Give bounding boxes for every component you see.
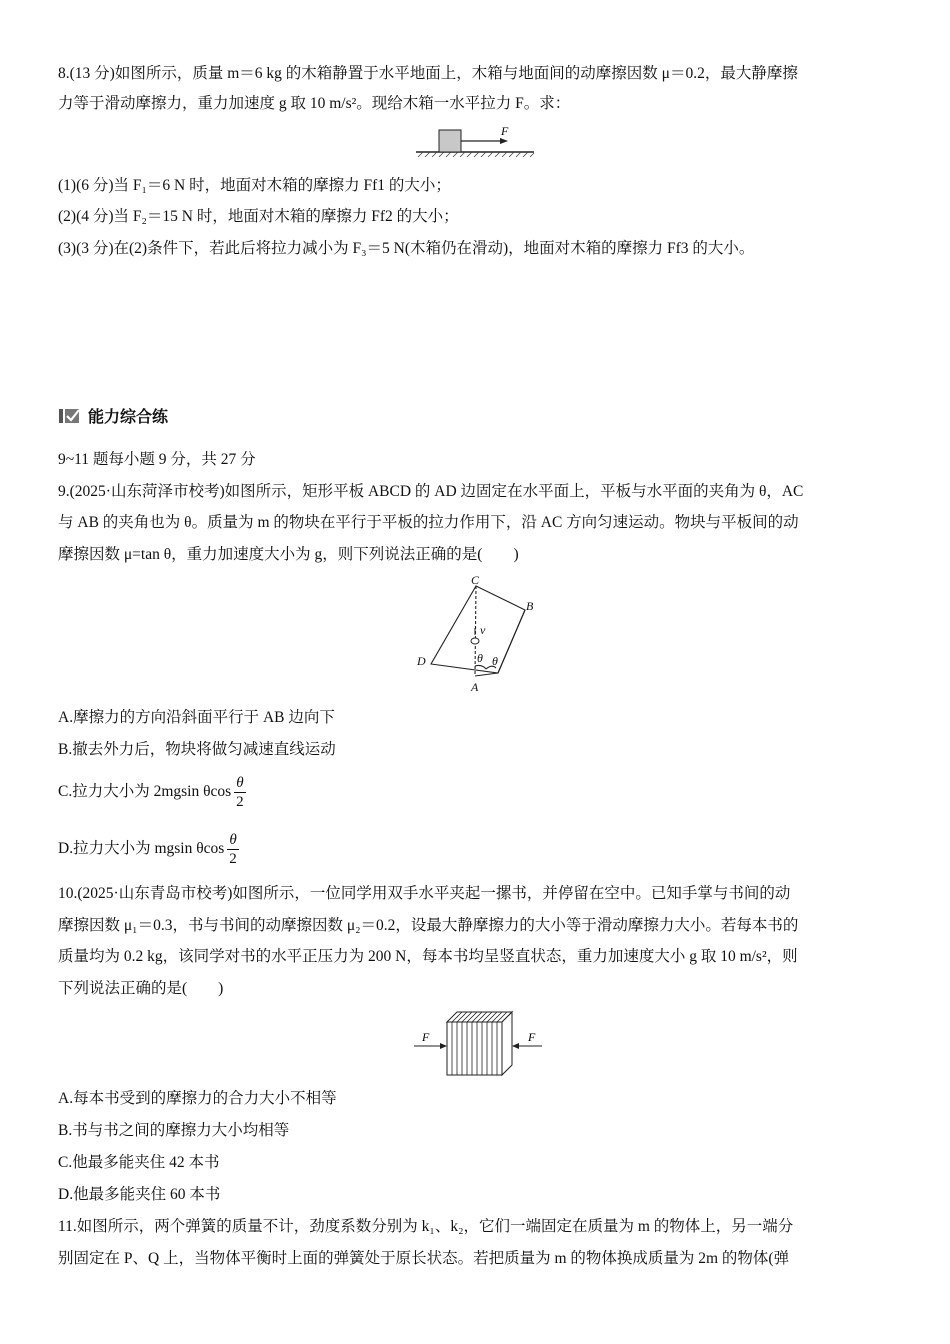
label-theta-2: θ — [492, 654, 498, 668]
label-theta-1: θ — [477, 651, 483, 665]
angle-arc-1 — [475, 665, 486, 669]
checkbox-icon — [58, 407, 82, 425]
score-intro: 9~11 题每小题 9 分，共 27 分 — [58, 451, 256, 468]
q10-line1: 10.(2025·山东青岛市校考)如图所示，一位同学用双手水平夹起一摞书，并停留在空中。已知手掌与书间的动 — [58, 885, 791, 902]
inclined-plate-figure — [408, 572, 548, 698]
q10-option-d: D.他最多能夹住 60 本书 — [58, 1186, 221, 1203]
q10-option-a: A.每本书受到的摩擦力的合力大小不相等 — [58, 1090, 337, 1107]
right-force-label: F — [528, 1030, 536, 1044]
force-label: F — [501, 124, 509, 138]
label-B: B — [526, 599, 534, 613]
label-D: D — [417, 654, 426, 668]
q10-line2: 摩擦因数 μ₁＝0.3，书与书间的动摩擦因数 μ₂＝0.2，设最大静摩擦力的大小等于滑动摩擦力大小。若每本书的 — [58, 917, 799, 934]
q9-option-c-text: C.拉力大小为 2mgsin θcos — [58, 783, 232, 800]
q10-line4: 下列说法正确的是( ) — [58, 980, 224, 997]
left-force-label: F — [422, 1030, 430, 1044]
q10-line3: 质量均为 0.2 kg，该同学对书的水平正压力为 200 N，每本书均呈竖直状态，重力加速度大小 g 取 10 m/s²，则 — [58, 948, 798, 965]
q10-option-c: C.他最多能夹住 42 本书 — [58, 1154, 220, 1171]
q8-part2: (2)(4 分)当 F₂＝15 N 时，地面对木箱的摩擦力 Ff2 的大小； — [58, 208, 459, 225]
q9-line1: 9.(2025·山东菏泽市校考)如图所示，矩形平板 ABCD 的 AD 边固定在水平面上，平板与水平面的夹角为 θ，AC — [58, 483, 804, 500]
book-stack-front — [447, 1022, 502, 1075]
base-edge — [475, 673, 498, 676]
q8-line1: 8.(13 分)如图所示，质量 m＝6 kg 的木箱静置于水平地面上，木箱与地面间的动摩擦因数 μ＝0.2，最大静摩擦 — [58, 65, 798, 82]
label-C: C — [471, 573, 480, 587]
block — [471, 638, 479, 644]
q9-option-c — [58, 772, 246, 812]
q9-option-b: B.撤去外力后，物块将做匀减速直线运动 — [58, 741, 336, 758]
q11-line1: 11.如图所示，两个弹簧的质量不计，劲度系数分别为 k₁、k₂，它们一端固定在质量为 m 的物体上，另一端分 — [58, 1218, 794, 1235]
q9-option-a: A.摩擦力的方向沿斜面平行于 AB 边向下 — [58, 709, 335, 726]
right-force-arrow-head — [512, 1043, 519, 1049]
section-header — [58, 404, 168, 427]
label-v: v — [480, 623, 486, 637]
section-title: 能力综合练 — [88, 407, 169, 426]
stack-of-books-figure — [410, 1004, 546, 1078]
q8-part1: (1)(6 分)当 F₁＝6 N 时，地面对木箱的摩擦力 Ff1 的大小； — [58, 177, 451, 194]
q8-line2: 力等于滑动摩擦力，重力加速度 g 取 10 m/s²。现给木箱一水平拉力 F。求： — [58, 95, 571, 112]
q9-option-d-text: D.拉力大小为 mgsin θcos — [58, 840, 225, 857]
label-A: A — [471, 680, 479, 694]
wooden-box — [439, 130, 461, 152]
q10-option-b: B.书与书之间的摩擦力大小均相等 — [58, 1122, 290, 1139]
fraction-theta-over-2: $\frac{\theta}{2}$ — [236, 774, 244, 810]
q11-line2: 别固定在 P、Q 上，当物体平衡时上面的弹簧处于原长状态。若把质量为 m 的物体换成质量为 2m 的物体(弹 — [58, 1250, 790, 1267]
fraction-theta-over-2: $\frac{\theta}{2}$ — [229, 831, 237, 867]
left-force-arrow-head — [440, 1043, 447, 1049]
q9-line3: 摩擦因数 μ=tan θ，重力加速度大小为 g，则下列说法正确的是( ) — [58, 546, 519, 563]
q9-option-d — [58, 829, 239, 869]
force-arrow-head — [500, 138, 508, 144]
q8-part3: (3)(3 分)在(2)条件下，若此后将拉力减小为 F₃＝5 N(木箱仍在滑动)，地面对木箱的摩擦力 Ff3 的大小。 — [58, 240, 755, 257]
edge-AB — [498, 610, 525, 673]
q9-line2: 与 AB 的夹角也为 θ。质量为 m 的物块在平行于平板的拉力作用下，沿 AC 方向匀速运动。物块与平板间的动 — [58, 514, 799, 531]
book-stack-side — [502, 1012, 512, 1075]
box-on-ground-figure — [412, 124, 538, 160]
